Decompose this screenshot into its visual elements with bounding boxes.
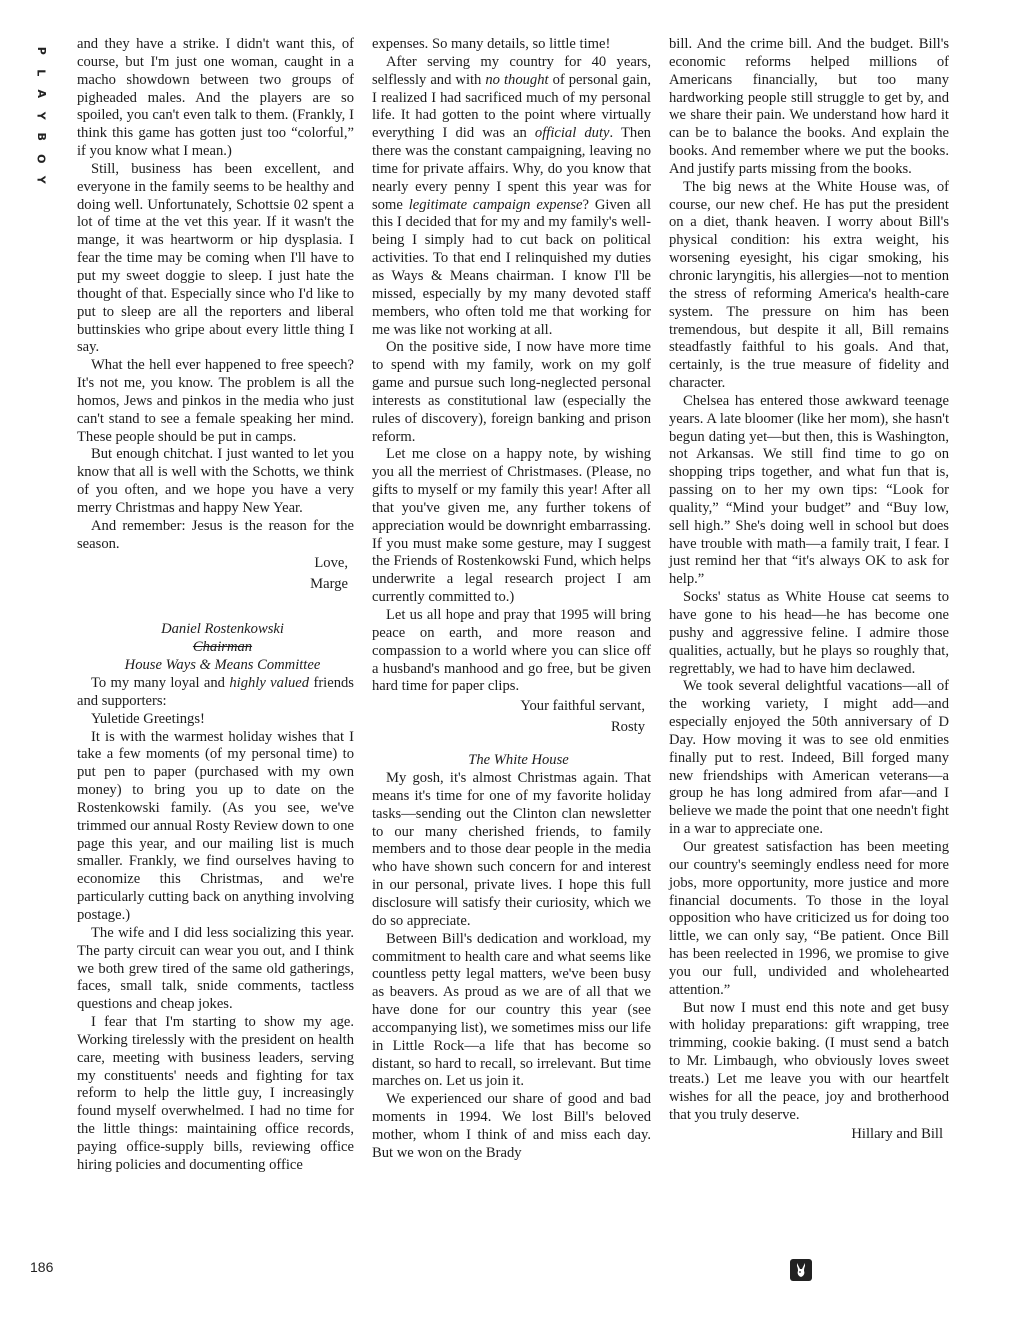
paragraph: expenses. So many details, so little time!: [372, 36, 611, 52]
emphasis: legitimate campaign expense: [408, 196, 583, 213]
signature: Marge: [310, 576, 348, 593]
signature-block: [669, 1124, 949, 1145]
paragraph: and they have a strike. I didn't want this, of course, but I'm just one woman, caught in a macho showdown between two groups of pigheaded males. And the players are so spoiled, you can't even talk to them. (Frankly, I think this game has gotten just too “colorful,” if you know what I mean.): [77, 36, 354, 160]
paragraph: Let us all hope and pray that 1995 will bring peace on earth, and more reason and compassion to a world where you can slice off a husband's manhood and go free, but be given hard time for paper clips.: [372, 607, 651, 695]
paragraph: My gosh, it's almost Christmas again. That means it's time for one of my favorite holiday tasks—sending out the Clinton clan newsletter to our many cherished friends, to family members and to those dear people in the media who have shown such concern for and interest in our personal, private lives. I hope this full disclosure will satisfy their curiosity, which we do so appreciate.: [372, 770, 651, 929]
letter-heading-struck-title: Chairman: [192, 639, 253, 656]
paragraph: Socks' status as White House cat seems to have gone to his head—he has become one pushy and aggressive feline. I admire those qualities, actually, but he plays so roughly that, regrettably, we had to have him declawed.: [669, 589, 949, 677]
paragraph: Chelsea has entered those awkward teenage years. A late bloomer (like her mom), she hasn't begun dating yet—but then, this is Washington, not Arkansas. We still find time to go on shopping trips together, and what fun that is, passing on to her my own tips: “Look for quality,” “Mind your budget” and “Buy low, sell high.” She's doing well in school but does have trouble with math—a family trait, I fear. I just remind her that “it's always OK to ask for help.”: [669, 392, 949, 588]
paragraph: Our greatest satisfaction has been meeting our country's seemingly endless need for more jobs, more opportunity, more justice and more financial documents. To those in the loyal opposition who have criticized us for doing too little, we can only say, “Be patient. Once Bill has been reelected in 1996, we promise to give you our full, undivided and wholehearted attention.”: [669, 838, 949, 998]
paragraph: Between Bill's dedication and workload, my commitment to health care and what seems like countless petty legal matters, we've been busy as beavers. As proud as we are of all that we have done for our country this year (see accompanying list), we sometimes miss our life in Little Rock—a life that has become so distant, so hard to recall, so irrelevant. But time marches on. Let us join it.: [372, 930, 651, 1090]
paragraph: It is with the warmest holiday wishes that I take a few moments (of my personal time) to put pen to paper (purchased with my own money) to bring you up to date on the Rostenkowski family. (As you see, we've trimmed our annual Rosty Review down to one page this year, and our mailing list is much smaller. Frankly, we find ourselves having to economize this Christmas, and we're particularly cutting back on anything involving postage.): [77, 728, 354, 923]
rabbit-head-icon: [790, 1259, 812, 1281]
closing: Love,: [314, 555, 348, 572]
letter-heading-committee: House Ways & Means Committee: [124, 657, 321, 674]
paragraph: We experienced our share of good and bad moments in 1994. We lost Bill's beloved mother, whom I think of and miss each day. But we won on the Brady: [372, 1091, 651, 1161]
column-3: [669, 36, 949, 1145]
salutation-emphasis: highly valued: [229, 675, 310, 691]
signature-block: [372, 696, 651, 738]
emphasis: official duty: [534, 125, 610, 142]
column-2: [372, 36, 651, 1163]
paragraph: And remember: Jesus is the reason for the season.: [77, 517, 354, 552]
text-run: . Then there was the constant campaigning, leaving no time for private affairs. Why, do you know that nearly every penny I spent this year was for some: [372, 125, 651, 213]
masthead-letter: Y: [34, 175, 48, 184]
masthead-letter: L: [34, 68, 48, 76]
paragraph: The wife and I did less socializing this year. The party circuit can wear you out, and I think we both grew tired of the same old gatherings, faces, small talk, snide comments, tactless questions and cheap jokes.: [77, 924, 354, 1013]
letter-heading-name: Daniel Rostenkowski: [161, 621, 284, 638]
paragraph: Still, business has been excellent, and everyone in the family seems to be healthy and doing well. Unfortunately, Schottsie 02 spent a lot of time at the vet this year. If it wasn't the mange, it was heartworm or hip dysplasia. I fear the time may be coming when I'll have to put my sweet doggie to sleep. I just hate the thought of that. Especially since who I'd like to put to sleep are all the reporters and liberal buttinskies who gripe about every little thing I say.: [77, 160, 354, 356]
emphasis: no thought: [485, 71, 549, 88]
signature: Hillary and Bill: [851, 1126, 943, 1143]
signature-block: [77, 553, 354, 595]
paragraph: Let me close on a happy note, by wishing you all the merriest of Christmases. (Please, no gifts to myself or my family this year! After all that you've given me, any further tokens of appreciation would be downright embarrassing. If you must make some gesture, may I suggest the Friends of Rostenkowski Fund, which helps underwrite a legal research project I am currently committed to.): [372, 446, 651, 606]
paragraph: On the positive side, I now have more time to spend with my family, work on my golf game and pursue such long-neglected personal interests as constitutional law (especially the rules of discovery), foreign banking and prison reform.: [372, 339, 651, 445]
signature: Rosty: [610, 719, 645, 736]
letter-heading: The White House: [468, 752, 569, 769]
salutation-text: friends and supporters:: [77, 675, 354, 709]
paragraph: The big news at the White House was, of course, our new chef. He has put the president on a diet, thank heaven. I worry about Bill's physical condition: his extra weight, his worsening eyesight, his cigar smoking, his chronic laryngitis, his allergies—not to mention the stress of reforming America's health-care system. The pressure on him has been tremendous, but despite it all, Bill remains steadfastly faithful to his goals. And that, certainly, is the true measure of fidelity and character.: [669, 178, 949, 392]
paragraph: bill. And the crime bill. And the budget. Bill's economic reforms helped millions of Americans financially, but too many hardworking people still struggle to get by, and we share their pain. We understand how hard it can be to balance the books. And explain the books. And remember where we put the books. And justify parts missing from the books.: [669, 36, 949, 177]
salutation-text: To my many loyal and: [91, 675, 230, 691]
masthead-letter: A: [34, 89, 48, 99]
paragraph: But now I must end this note and get busy with holiday preparations: gift wrapping, tree trimming, cookie baking. (I must send a batch to Mr. Limbaugh, who obviously loves sweet treats.) Let me leave you with our heartfelt wishes for all the peace, joy and brotherhood that you truly deserve.: [669, 999, 949, 1123]
closing: Your faithful servant,: [520, 698, 645, 715]
paragraph: [372, 54, 651, 340]
text-run: of personal gain, I realized I had sacrificed much of my personal life. It had gotten to the point where virtually everything I did was an: [372, 71, 651, 142]
text-run: ? Given all this I decided that for my and my family's well-being I simply had to cut back on political activities. To that end I relinquished my duties as Ways & Means chairman. I know I'll be missed, especially by my many devoted staff members, who often told me that working for me was like not working at all.: [372, 196, 651, 338]
paragraph: What the hell ever happened to free speech? It's not me, you know. The problem is all the homos, Jews and pinkos in the media who just can't stand to see a female speaking her mind. These people should be put in camps.: [77, 357, 354, 445]
salutation: [77, 675, 354, 711]
page-number: 186: [30, 1259, 54, 1275]
paragraph: We took several delightful vacations—all of the working variety, I might add—and especially enjoyed the 50th anniversary of D Day. How moving it was to see old enmities finally put to rest. Indeed, Bill forged many new friendships with American veterans—a group he has long admired from afar—and I believe we made the point that one needn't fight in a war to appreciate one.: [669, 678, 949, 838]
text-run: After serving my country for 40 years, selflessly and with: [372, 53, 651, 88]
paragraph: I fear that I'm starting to show my age. Working tirelessly with the president on health care, meeting with business leaders, serving my constituents' needs and fighting for tax reform to help the little guy, I increasingly found myself overwhelmed. I had no time for the little things: maintaining office records, paying office-supply bills, reviewing office hiring policies and documenting office: [77, 1014, 354, 1173]
masthead-letter: P: [34, 46, 48, 55]
masthead-letter: Y: [34, 111, 48, 120]
masthead-letter: B: [34, 132, 48, 141]
rabbit-head-glyph: [794, 1262, 808, 1278]
masthead-letter: O: [34, 153, 48, 163]
paragraph: But enough chitchat. I just wanted to let you know that all is well with the Schotts, we think of you often, and we hope you have a very merry Christmas and happy New Year.: [77, 446, 354, 516]
column-1: [77, 36, 354, 1175]
greeting: Yuletide Greetings!: [91, 710, 205, 727]
masthead: [30, 40, 52, 191]
